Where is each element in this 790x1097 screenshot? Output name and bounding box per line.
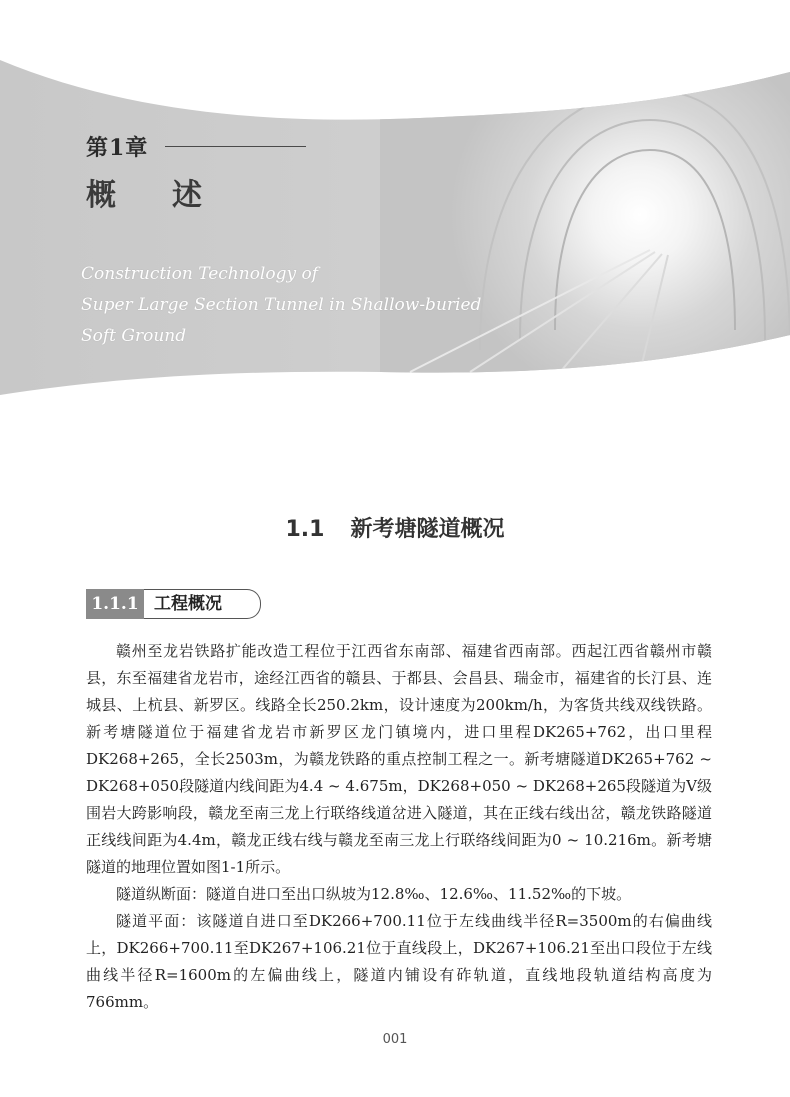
section-heading — [0, 512, 790, 543]
section-number: 1.1 — [285, 517, 325, 542]
english-title-line: Construction Technology of — [81, 264, 319, 284]
chapter-number: 第1章 — [86, 135, 149, 161]
chapter-banner — [0, 0, 790, 420]
english-title — [81, 259, 481, 352]
paragraph: 隧道纵断面：隧道自进口至出口纵坡为12.8‰、12.6‰、11.52‰的下坡。 — [116, 885, 632, 903]
page-number: 001 — [382, 1032, 408, 1047]
subsection-number: 1.1.1 — [86, 589, 144, 619]
english-title-line: Soft Ground — [81, 326, 187, 346]
subsection-title: 工程概况 — [144, 589, 261, 619]
section-title: 新考塘隧道概况 — [350, 517, 505, 542]
subsection-heading — [86, 589, 266, 619]
chapter-rule — [165, 146, 306, 147]
chapter-title: 概述 — [86, 178, 258, 213]
body-text — [86, 638, 712, 1016]
english-title-line: Super Large Section Tunnel in Shallow-buried — [81, 295, 482, 315]
paragraph: 隧道平面：该隧道自进口至DK266+700.11位于左线曲线半径R=3500m的右偏曲线上，DK266+700.11至DK267+106.21位于直线段上，DK267+106.21至出口段位于左线曲线半径R=1600m的左偏曲线上，隧道内铺设有砟轨道，直线地段轨道结构高度为766mm。 — [86, 912, 712, 1011]
paragraph: 赣州至龙岩铁路扩能改造工程位于江西省东南部、福建省西南部。西起江西省赣州市赣县，东至福建省龙岩市，途经江西省的赣县、于都县、会昌县、瑞金市，福建省的长汀县、连城县、上杭县、新罗区。线路全长250.2km，设计速度为200km/h，为客货共线双线铁路。新考塘隧道位于福建省龙岩市新罗区龙门镇境内，进口里程DK265+762，出口里程DK268+265，全长2503m，为赣龙铁路的重点控制工程之一。新考塘隧道DK265+762 ~ DK268+050段隧道内线间距为4.4 ~ 4.675m，DK268+050 ~ DK268+265段隧道为V级围岩大跨影响段，赣龙至南三龙上行联络线道岔进入隧道，其在正线右线出岔，赣龙铁路隧道正线线间距为4.4m，赣龙正线右线与赣龙至南三龙上行联络线间距为0 ~ 10.216m。新考塘隧道的地理位置如图1-1所示。 — [86, 642, 712, 876]
